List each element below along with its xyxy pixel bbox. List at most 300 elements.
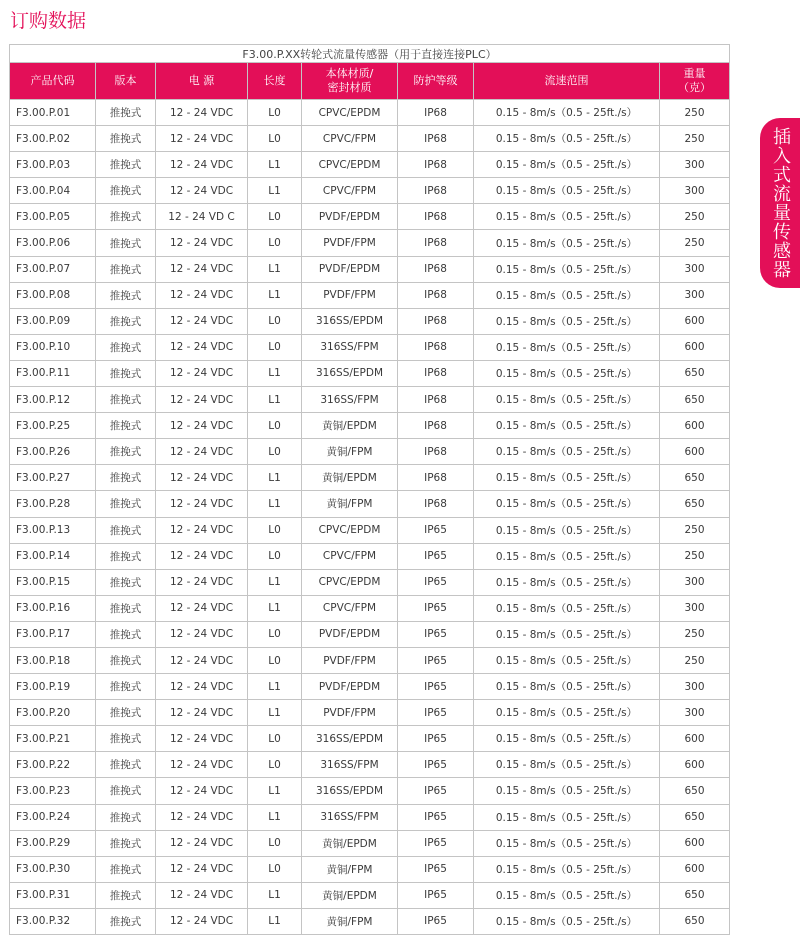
cell-weight: 250 xyxy=(660,204,730,230)
cell-flow-range: 0.15 - 8m/s（0.5 - 25ft./s） xyxy=(474,517,660,543)
cell-power-supply: 12 - 24 VDC xyxy=(156,334,248,360)
cell-weight: 250 xyxy=(660,126,730,152)
table-row xyxy=(10,282,730,308)
cell-version: 推挽式 xyxy=(96,178,156,204)
cell-weight: 250 xyxy=(660,230,730,256)
cell-flow-range: 0.15 - 8m/s（0.5 - 25ft./s） xyxy=(474,491,660,517)
cell-flow-range: 0.15 - 8m/s（0.5 - 25ft./s） xyxy=(474,439,660,465)
cell-power-supply: 12 - 24 VDC xyxy=(156,621,248,647)
table-row xyxy=(10,778,730,804)
cell-protection-rating: IP65 xyxy=(398,700,474,726)
cell-version: 推挽式 xyxy=(96,908,156,934)
cell-version: 推挽式 xyxy=(96,282,156,308)
cell-version: 推挽式 xyxy=(96,491,156,517)
cell-protection-rating: IP68 xyxy=(398,308,474,334)
cell-version: 推挽式 xyxy=(96,334,156,360)
cell-flow-range: 0.15 - 8m/s（0.5 - 25ft./s） xyxy=(474,856,660,882)
cell-weight: 600 xyxy=(660,308,730,334)
cell-protection-rating: IP65 xyxy=(398,908,474,934)
cell-weight: 600 xyxy=(660,830,730,856)
cell-power-supply: 12 - 24 VDC xyxy=(156,439,248,465)
table-caption-row xyxy=(10,45,730,63)
cell-length: L0 xyxy=(248,517,302,543)
cell-protection-rating: IP65 xyxy=(398,752,474,778)
cell-power-supply: 12 - 24 VDC xyxy=(156,856,248,882)
cell-material: CPVC/EPDM xyxy=(302,100,398,126)
cell-weight: 250 xyxy=(660,621,730,647)
cell-length: L1 xyxy=(248,282,302,308)
cell-protection-rating: IP68 xyxy=(398,360,474,386)
cell-material: 316SS/FPM xyxy=(302,752,398,778)
cell-weight: 600 xyxy=(660,439,730,465)
cell-length: L0 xyxy=(248,204,302,230)
cell-flow-range: 0.15 - 8m/s（0.5 - 25ft./s） xyxy=(474,230,660,256)
cell-material: 黄铜/FPM xyxy=(302,908,398,934)
cell-material: PVDF/FPM xyxy=(302,282,398,308)
cell-weight: 650 xyxy=(660,778,730,804)
cell-product-code: F3.00.P.25 xyxy=(10,413,96,439)
cell-power-supply: 12 - 24 VDC xyxy=(156,674,248,700)
cell-material: 黄铜/FPM xyxy=(302,491,398,517)
cell-length: L1 xyxy=(248,700,302,726)
table-row xyxy=(10,465,730,491)
cell-version: 推挽式 xyxy=(96,647,156,673)
cell-length: L0 xyxy=(248,100,302,126)
table-row xyxy=(10,882,730,908)
cell-flow-range: 0.15 - 8m/s（0.5 - 25ft./s） xyxy=(474,100,660,126)
cell-power-supply: 12 - 24 VDC xyxy=(156,230,248,256)
cell-weight: 650 xyxy=(660,387,730,413)
cell-material: CPVC/EPDM xyxy=(302,517,398,543)
side-category-tab xyxy=(760,118,800,288)
table-row xyxy=(10,230,730,256)
cell-length: L1 xyxy=(248,674,302,700)
cell-length: L0 xyxy=(248,413,302,439)
cell-version: 推挽式 xyxy=(96,856,156,882)
cell-material: PVDF/EPDM xyxy=(302,256,398,282)
table-row xyxy=(10,804,730,830)
cell-material: CPVC/FPM xyxy=(302,595,398,621)
cell-flow-range: 0.15 - 8m/s（0.5 - 25ft./s） xyxy=(474,908,660,934)
cell-protection-rating: IP65 xyxy=(398,621,474,647)
cell-protection-rating: IP65 xyxy=(398,830,474,856)
cell-material: CPVC/FPM xyxy=(302,543,398,569)
cell-length: L1 xyxy=(248,778,302,804)
cell-material: 316SS/EPDM xyxy=(302,726,398,752)
cell-flow-range: 0.15 - 8m/s（0.5 - 25ft./s） xyxy=(474,543,660,569)
cell-product-code: F3.00.P.22 xyxy=(10,752,96,778)
cell-material: 黄铜/EPDM xyxy=(302,413,398,439)
table-row xyxy=(10,517,730,543)
cell-version: 推挽式 xyxy=(96,621,156,647)
cell-length: L0 xyxy=(248,126,302,152)
cell-length: L0 xyxy=(248,543,302,569)
cell-material: 黄铜/EPDM xyxy=(302,465,398,491)
cell-version: 推挽式 xyxy=(96,778,156,804)
cell-power-supply: 12 - 24 VDC xyxy=(156,700,248,726)
cell-version: 推挽式 xyxy=(96,804,156,830)
cell-flow-range: 0.15 - 8m/s（0.5 - 25ft./s） xyxy=(474,674,660,700)
table-row xyxy=(10,908,730,934)
table-row xyxy=(10,700,730,726)
cell-protection-rating: IP68 xyxy=(398,126,474,152)
cell-version: 推挽式 xyxy=(96,360,156,386)
cell-weight: 300 xyxy=(660,178,730,204)
cell-power-supply: 12 - 24 VDC xyxy=(156,882,248,908)
cell-product-code: F3.00.P.19 xyxy=(10,674,96,700)
cell-length: L1 xyxy=(248,882,302,908)
cell-flow-range: 0.15 - 8m/s（0.5 - 25ft./s） xyxy=(474,621,660,647)
cell-protection-rating: IP65 xyxy=(398,726,474,752)
cell-product-code: F3.00.P.15 xyxy=(10,569,96,595)
cell-product-code: F3.00.P.28 xyxy=(10,491,96,517)
cell-power-supply: 12 - 24 VDC xyxy=(156,569,248,595)
cell-version: 推挽式 xyxy=(96,700,156,726)
cell-weight: 300 xyxy=(660,282,730,308)
cell-power-supply: 12 - 24 VDC xyxy=(156,726,248,752)
cell-flow-range: 0.15 - 8m/s（0.5 - 25ft./s） xyxy=(474,334,660,360)
table-row xyxy=(10,387,730,413)
cell-weight: 600 xyxy=(660,752,730,778)
cell-protection-rating: IP68 xyxy=(398,387,474,413)
cell-protection-rating: IP65 xyxy=(398,569,474,595)
cell-version: 推挽式 xyxy=(96,726,156,752)
cell-protection-rating: IP68 xyxy=(398,465,474,491)
column-header-version: 版本 xyxy=(96,63,156,100)
cell-material: 黄铜/EPDM xyxy=(302,830,398,856)
cell-flow-range: 0.15 - 8m/s（0.5 - 25ft./s） xyxy=(474,465,660,491)
table-row xyxy=(10,595,730,621)
cell-version: 推挽式 xyxy=(96,882,156,908)
cell-product-code: F3.00.P.18 xyxy=(10,647,96,673)
cell-power-supply: 12 - 24 VDC xyxy=(156,778,248,804)
cell-material: PVDF/EPDM xyxy=(302,674,398,700)
cell-power-supply: 12 - 24 VDC xyxy=(156,491,248,517)
cell-material: PVDF/FPM xyxy=(302,647,398,673)
cell-version: 推挽式 xyxy=(96,439,156,465)
cell-material: CPVC/EPDM xyxy=(302,569,398,595)
cell-material: 316SS/EPDM xyxy=(302,308,398,334)
table-row xyxy=(10,647,730,673)
cell-weight: 650 xyxy=(660,491,730,517)
cell-product-code: F3.00.P.06 xyxy=(10,230,96,256)
table-row xyxy=(10,726,730,752)
cell-length: L1 xyxy=(248,595,302,621)
cell-material: PVDF/EPDM xyxy=(302,204,398,230)
cell-material: 316SS/EPDM xyxy=(302,778,398,804)
cell-weight: 300 xyxy=(660,674,730,700)
table-body xyxy=(10,100,730,935)
cell-version: 推挽式 xyxy=(96,152,156,178)
cell-version: 推挽式 xyxy=(96,230,156,256)
cell-weight: 300 xyxy=(660,256,730,282)
cell-weight: 600 xyxy=(660,856,730,882)
cell-flow-range: 0.15 - 8m/s（0.5 - 25ft./s） xyxy=(474,752,660,778)
cell-flow-range: 0.15 - 8m/s（0.5 - 25ft./s） xyxy=(474,152,660,178)
cell-flow-range: 0.15 - 8m/s（0.5 - 25ft./s） xyxy=(474,700,660,726)
cell-product-code: F3.00.P.21 xyxy=(10,726,96,752)
cell-material: PVDF/FPM xyxy=(302,230,398,256)
cell-material: 黄铜/FPM xyxy=(302,856,398,882)
cell-weight: 300 xyxy=(660,700,730,726)
cell-flow-range: 0.15 - 8m/s（0.5 - 25ft./s） xyxy=(474,830,660,856)
cell-protection-rating: IP68 xyxy=(398,439,474,465)
cell-power-supply: 12 - 24 VDC xyxy=(156,413,248,439)
cell-version: 推挽式 xyxy=(96,830,156,856)
cell-power-supply: 12 - 24 VDC xyxy=(156,308,248,334)
table-row xyxy=(10,256,730,282)
cell-flow-range: 0.15 - 8m/s（0.5 - 25ft./s） xyxy=(474,308,660,334)
cell-flow-range: 0.15 - 8m/s（0.5 - 25ft./s） xyxy=(474,204,660,230)
cell-version: 推挽式 xyxy=(96,413,156,439)
cell-version: 推挽式 xyxy=(96,256,156,282)
table-row xyxy=(10,360,730,386)
cell-flow-range: 0.15 - 8m/s（0.5 - 25ft./s） xyxy=(474,413,660,439)
cell-length: L1 xyxy=(248,152,302,178)
cell-length: L0 xyxy=(248,230,302,256)
cell-protection-rating: IP68 xyxy=(398,204,474,230)
cell-power-supply: 12 - 24 VDC xyxy=(156,517,248,543)
cell-protection-rating: IP65 xyxy=(398,543,474,569)
cell-length: L1 xyxy=(248,804,302,830)
cell-version: 推挽式 xyxy=(96,204,156,230)
cell-product-code: F3.00.P.04 xyxy=(10,178,96,204)
cell-version: 推挽式 xyxy=(96,517,156,543)
cell-product-code: F3.00.P.11 xyxy=(10,360,96,386)
cell-length: L0 xyxy=(248,830,302,856)
cell-length: L1 xyxy=(248,491,302,517)
page-title: 订购数据 xyxy=(10,10,87,32)
cell-weight: 250 xyxy=(660,543,730,569)
cell-length: L0 xyxy=(248,621,302,647)
cell-power-supply: 12 - 24 VDC xyxy=(156,908,248,934)
cell-weight: 600 xyxy=(660,413,730,439)
cell-length: L0 xyxy=(248,439,302,465)
cell-length: L0 xyxy=(248,647,302,673)
table-caption: F3.00.P.XX转轮式流量传感器（用于直接连接PLC） xyxy=(10,45,730,63)
cell-protection-rating: IP65 xyxy=(398,882,474,908)
cell-product-code: F3.00.P.16 xyxy=(10,595,96,621)
column-header-flow-range: 流速范围 xyxy=(474,63,660,100)
column-header-weight: 重量 （克） xyxy=(660,63,730,100)
table-row xyxy=(10,204,730,230)
cell-flow-range: 0.15 - 8m/s（0.5 - 25ft./s） xyxy=(474,726,660,752)
cell-power-supply: 12 - 24 VDC xyxy=(156,387,248,413)
cell-length: L0 xyxy=(248,334,302,360)
cell-flow-range: 0.15 - 8m/s（0.5 - 25ft./s） xyxy=(474,256,660,282)
cell-power-supply: 12 - 24 VDC xyxy=(156,543,248,569)
cell-material: 黄铜/FPM xyxy=(302,439,398,465)
cell-length: L1 xyxy=(248,908,302,934)
cell-length: L1 xyxy=(248,256,302,282)
table-row xyxy=(10,856,730,882)
cell-flow-range: 0.15 - 8m/s（0.5 - 25ft./s） xyxy=(474,360,660,386)
cell-product-code: F3.00.P.31 xyxy=(10,882,96,908)
cell-material: 316SS/FPM xyxy=(302,387,398,413)
cell-length: L0 xyxy=(248,726,302,752)
cell-material: 316SS/FPM xyxy=(302,804,398,830)
cell-power-supply: 12 - 24 VDC xyxy=(156,465,248,491)
cell-protection-rating: IP68 xyxy=(398,256,474,282)
cell-power-supply: 12 - 24 VDC xyxy=(156,256,248,282)
cell-weight: 250 xyxy=(660,100,730,126)
column-header-protection-rating: 防护等级 xyxy=(398,63,474,100)
cell-material: CPVC/FPM xyxy=(302,178,398,204)
cell-material: 316SS/EPDM xyxy=(302,360,398,386)
cell-power-supply: 12 - 24 VDC xyxy=(156,178,248,204)
cell-version: 推挽式 xyxy=(96,126,156,152)
table-row xyxy=(10,308,730,334)
cell-protection-rating: IP68 xyxy=(398,178,474,204)
cell-product-code: F3.00.P.24 xyxy=(10,804,96,830)
cell-length: L0 xyxy=(248,752,302,778)
table-row xyxy=(10,543,730,569)
cell-weight: 600 xyxy=(660,334,730,360)
cell-product-code: F3.00.P.32 xyxy=(10,908,96,934)
cell-product-code: F3.00.P.01 xyxy=(10,100,96,126)
table-row xyxy=(10,178,730,204)
table-row xyxy=(10,491,730,517)
cell-weight: 650 xyxy=(660,882,730,908)
cell-version: 推挽式 xyxy=(96,595,156,621)
cell-product-code: F3.00.P.08 xyxy=(10,282,96,308)
cell-product-code: F3.00.P.27 xyxy=(10,465,96,491)
cell-protection-rating: IP68 xyxy=(398,334,474,360)
cell-product-code: F3.00.P.07 xyxy=(10,256,96,282)
cell-flow-range: 0.15 - 8m/s（0.5 - 25ft./s） xyxy=(474,778,660,804)
cell-protection-rating: IP65 xyxy=(398,856,474,882)
cell-weight: 650 xyxy=(660,804,730,830)
cell-flow-range: 0.15 - 8m/s（0.5 - 25ft./s） xyxy=(474,569,660,595)
cell-version: 推挽式 xyxy=(96,543,156,569)
cell-power-supply: 12 - 24 VDC xyxy=(156,152,248,178)
cell-product-code: F3.00.P.23 xyxy=(10,778,96,804)
table-row xyxy=(10,439,730,465)
cell-version: 推挽式 xyxy=(96,674,156,700)
cell-weight: 300 xyxy=(660,152,730,178)
cell-protection-rating: IP68 xyxy=(398,152,474,178)
cell-protection-rating: IP65 xyxy=(398,517,474,543)
cell-length: L1 xyxy=(248,465,302,491)
table-row xyxy=(10,830,730,856)
cell-protection-rating: IP68 xyxy=(398,413,474,439)
cell-material: 316SS/FPM xyxy=(302,334,398,360)
cell-length: L1 xyxy=(248,360,302,386)
cell-product-code: F3.00.P.02 xyxy=(10,126,96,152)
cell-weight: 300 xyxy=(660,569,730,595)
table-header-row xyxy=(10,63,730,100)
cell-product-code: F3.00.P.17 xyxy=(10,621,96,647)
cell-product-code: F3.00.P.05 xyxy=(10,204,96,230)
cell-power-supply: 12 - 24 VDC xyxy=(156,804,248,830)
cell-power-supply: 12 - 24 VDC xyxy=(156,752,248,778)
cell-product-code: F3.00.P.03 xyxy=(10,152,96,178)
cell-protection-rating: IP65 xyxy=(398,595,474,621)
cell-weight: 650 xyxy=(660,360,730,386)
cell-material: PVDF/FPM xyxy=(302,700,398,726)
cell-version: 推挽式 xyxy=(96,308,156,334)
cell-flow-range: 0.15 - 8m/s（0.5 - 25ft./s） xyxy=(474,882,660,908)
cell-length: L1 xyxy=(248,387,302,413)
cell-protection-rating: IP65 xyxy=(398,804,474,830)
cell-flow-range: 0.15 - 8m/s（0.5 - 25ft./s） xyxy=(474,178,660,204)
cell-protection-rating: IP68 xyxy=(398,100,474,126)
cell-power-supply: 12 - 24 VDC xyxy=(156,647,248,673)
cell-weight: 650 xyxy=(660,465,730,491)
table-row xyxy=(10,100,730,126)
cell-version: 推挽式 xyxy=(96,465,156,491)
side-category-label: 插入式流量传感器 xyxy=(770,127,791,279)
cell-product-code: F3.00.P.14 xyxy=(10,543,96,569)
cell-material: CPVC/FPM xyxy=(302,126,398,152)
cell-material: PVDF/EPDM xyxy=(302,621,398,647)
cell-power-supply: 12 - 24 VDC xyxy=(156,360,248,386)
cell-power-supply: 12 - 24 VDC xyxy=(156,595,248,621)
cell-version: 推挽式 xyxy=(96,569,156,595)
table-row xyxy=(10,126,730,152)
cell-product-code: F3.00.P.13 xyxy=(10,517,96,543)
cell-weight: 250 xyxy=(660,647,730,673)
cell-weight: 600 xyxy=(660,726,730,752)
cell-protection-rating: IP65 xyxy=(398,778,474,804)
table-row xyxy=(10,621,730,647)
cell-flow-range: 0.15 - 8m/s（0.5 - 25ft./s） xyxy=(474,804,660,830)
column-header-length: 长度 xyxy=(248,63,302,100)
cell-length: L0 xyxy=(248,308,302,334)
cell-length: L1 xyxy=(248,569,302,595)
cell-weight: 650 xyxy=(660,908,730,934)
table-row xyxy=(10,334,730,360)
cell-version: 推挽式 xyxy=(96,387,156,413)
column-header-material: 本体材质/ 密封材质 xyxy=(302,63,398,100)
cell-product-code: F3.00.P.10 xyxy=(10,334,96,360)
column-header-power-supply: 电 源 xyxy=(156,63,248,100)
table-row xyxy=(10,413,730,439)
cell-protection-rating: IP68 xyxy=(398,491,474,517)
ordering-data-table xyxy=(9,44,730,935)
cell-product-code: F3.00.P.09 xyxy=(10,308,96,334)
cell-flow-range: 0.15 - 8m/s（0.5 - 25ft./s） xyxy=(474,595,660,621)
cell-protection-rating: IP65 xyxy=(398,647,474,673)
cell-flow-range: 0.15 - 8m/s（0.5 - 25ft./s） xyxy=(474,126,660,152)
cell-power-supply: 12 - 24 VDC xyxy=(156,830,248,856)
cell-length: L0 xyxy=(248,856,302,882)
cell-product-code: F3.00.P.26 xyxy=(10,439,96,465)
cell-flow-range: 0.15 - 8m/s（0.5 - 25ft./s） xyxy=(474,282,660,308)
cell-weight: 250 xyxy=(660,517,730,543)
cell-product-code: F3.00.P.30 xyxy=(10,856,96,882)
cell-protection-rating: IP68 xyxy=(398,282,474,308)
cell-weight: 300 xyxy=(660,595,730,621)
cell-flow-range: 0.15 - 8m/s（0.5 - 25ft./s） xyxy=(474,387,660,413)
cell-material: CPVC/EPDM xyxy=(302,152,398,178)
cell-protection-rating: IP68 xyxy=(398,230,474,256)
table-row xyxy=(10,752,730,778)
cell-version: 推挽式 xyxy=(96,752,156,778)
cell-version: 推挽式 xyxy=(96,100,156,126)
cell-product-code: F3.00.P.20 xyxy=(10,700,96,726)
table-row xyxy=(10,674,730,700)
cell-power-supply: 12 - 24 VDC xyxy=(156,126,248,152)
cell-flow-range: 0.15 - 8m/s（0.5 - 25ft./s） xyxy=(474,647,660,673)
column-header-product-code: 产品代码 xyxy=(10,63,96,100)
cell-product-code: F3.00.P.29 xyxy=(10,830,96,856)
cell-product-code: F3.00.P.12 xyxy=(10,387,96,413)
table-row xyxy=(10,569,730,595)
cell-power-supply: 12 - 24 VDC xyxy=(156,282,248,308)
cell-power-supply: 12 - 24 VD C xyxy=(156,204,248,230)
table-row xyxy=(10,152,730,178)
